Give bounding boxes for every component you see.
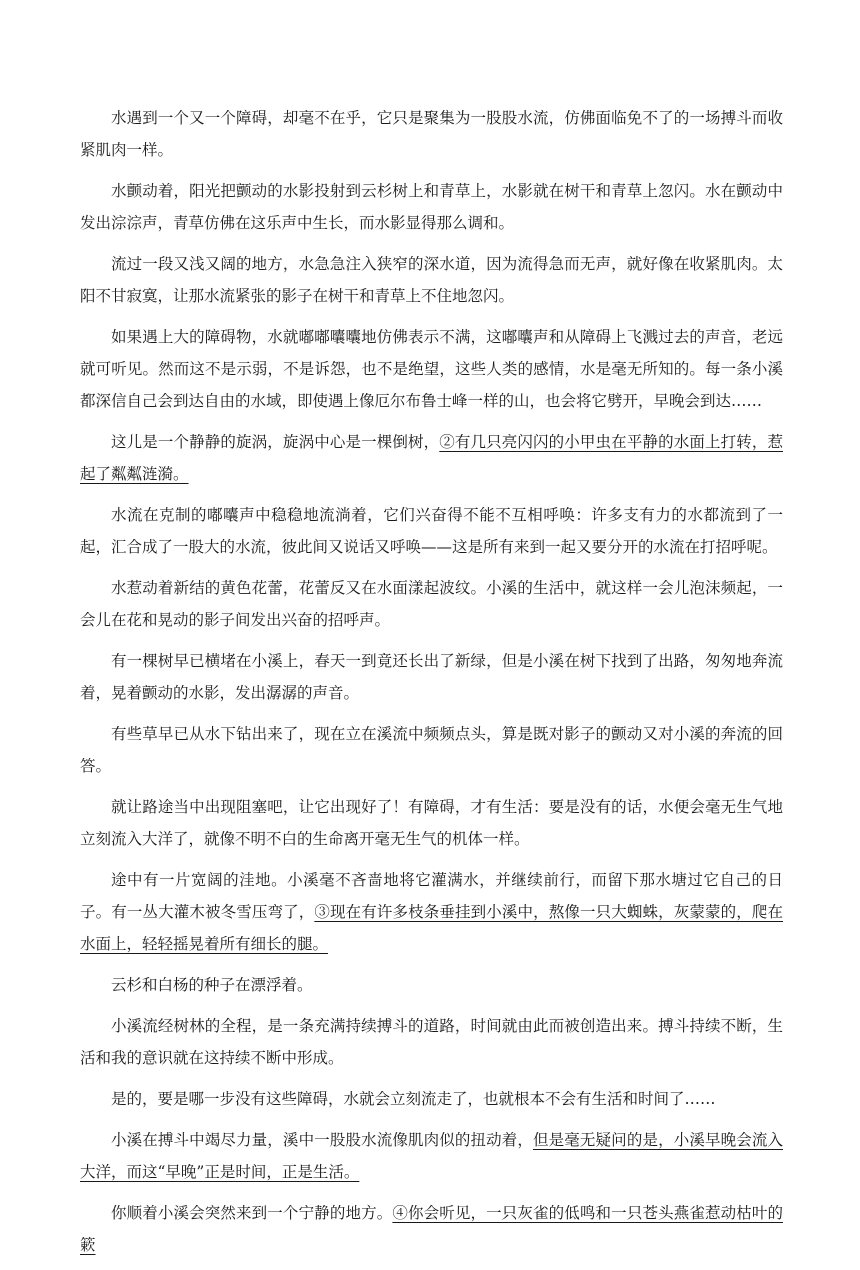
- paragraph-11: [80, 864, 783, 960]
- paragraph-text: 流过一段又浅又阔的地方，水急急注入狭窄的深水道，因为流得急而无声，就好像在收紧肌肉。太阳不甘寂寞，让那水流紧张的影子在树干和青草上不住地忽闪。: [80, 255, 783, 305]
- paragraph-8: [80, 645, 783, 709]
- paragraph-3: [80, 248, 783, 312]
- paragraph-text: 水惹动着新结的黄色花蕾，花蕾反又在水面漾起波纹。小溪的生活中，就这样一会儿泡沫频起，一会儿在花和晃动的影子间发出兴奋的招呼声。: [80, 579, 783, 629]
- paragraph-text: 就让路途当中出现阻塞吧，让它出现好了！有障碍，才有生活：要是没有的话，水便会毫无生气地立刻流入大洋了，就像不明不白的生命离开毫无生气的机体一样。: [80, 798, 783, 848]
- paragraph-2: [80, 175, 783, 239]
- paragraph-4: [80, 321, 783, 417]
- paragraph-text: 如果遇上大的障碍物，水就嘟嘟囔囔地仿佛表示不满，这嘟囔声和从障碍上飞溅过去的声音，老远就可听见。然而这不是示弱，不是诉怨，也不是绝望，这些人类的感情，水是毫无所知的。每一条小溪都深信自己会到达自由的水域，即使遇上像厄尔布鲁士峰一样的山，也会将它劈开，早晚会到达……: [80, 328, 783, 410]
- document-page: [80, 102, 783, 1270]
- paragraph-text: 途中有一片宽阔的洼地。小溪毫不吝啬地将它灌满水，并继续前行，而留下那水塘过它自己的日子。有一丛大灌木被冬雪压弯了，: [80, 871, 783, 921]
- paragraph-5: [80, 426, 783, 490]
- underlined-sentence-2: ②有几只亮闪闪的小甲虫在平静的水面上打转，惹起了粼粼涟漪。: [80, 433, 783, 483]
- paragraph-text: 云杉和白杨的种子在漂浮着。: [111, 976, 313, 994]
- paragraph-text: 有些草早已从水下钻出来了，现在立在溪流中频频点头，算是既对影子的颤动又对小溪的奔流的回答。: [80, 725, 783, 775]
- paragraph-text: 小溪流经树林的全程，是一条充满持续搏斗的道路，时间就由此而被创造出来。搏斗持续不断，生活和我的意识就在这持续不断中形成。: [80, 1017, 783, 1067]
- paragraph-7: [80, 572, 783, 636]
- paragraph-1: [80, 102, 783, 166]
- paragraph-15: [80, 1124, 783, 1188]
- paragraph-6: [80, 499, 783, 563]
- paragraph-text: 小溪在搏斗中竭尽力量，溪中一股股水流像肌肉似的扭动着，: [111, 1131, 534, 1149]
- paragraph-16: [80, 1197, 783, 1261]
- paragraph-13: [80, 1010, 783, 1074]
- paragraph-text: 这儿是一个静静的旋涡，旋涡中心是一棵倒树，: [111, 433, 440, 451]
- paragraph-12: [80, 969, 783, 1001]
- paragraph-text: 是的，要是哪一步没有这些障碍，水就会立刻流走了，也就根本不会有生活和时间了……: [111, 1090, 716, 1108]
- paragraph-9: [80, 718, 783, 782]
- underlined-sentence: 但是毫无疑问的是，小溪早晚会流入大洋，而这“早晚”正是时间，正是生活。: [80, 1131, 783, 1181]
- paragraph-text: 水颤动着，阳光把颤动的水影投射到云杉树上和青草上，水影就在树干和青草上忽闪。水在颤动中发出淙淙声，青草仿佛在这乐声中生长，而水影显得那么调和。: [80, 182, 783, 232]
- paragraph-10: [80, 791, 783, 855]
- underlined-sentence-4: ④你会听见，一只灰雀的低鸣和一只苍头燕雀惹动枯叶的簌: [80, 1204, 783, 1254]
- paragraph-text: 有一棵树早已横堵在小溪上，春天一到竟还长出了新绿，但是小溪在树下找到了出路，匆匆地奔流着，晃着颤动的水影，发出潺潺的声音。: [80, 652, 783, 702]
- paragraph-text: 你顺着小溪会突然来到一个宁静的地方。: [111, 1204, 393, 1222]
- paragraph-text: 水遇到一个又一个障碍，却毫不在乎，它只是聚集为一股股水流，仿佛面临免不了的一场搏斗而收紧肌肉一样。: [80, 109, 783, 159]
- paragraph-text: 水流在克制的嘟囔声中稳稳地流淌着，它们兴奋得不能不互相呼唤：许多支有力的水都流到了一起，汇合成了一股大的水流，彼此间又说话又呼唤——这是所有来到一起又要分开的水流在打招呼呢。: [80, 506, 783, 556]
- underlined-sentence-3: ③现在有许多枝条垂挂到小溪中，熬像一只大蜘蛛，灰蒙蒙的，爬在水面上，轻轻摇晃着所有细长的腿。: [80, 903, 783, 953]
- paragraph-14: [80, 1083, 783, 1115]
